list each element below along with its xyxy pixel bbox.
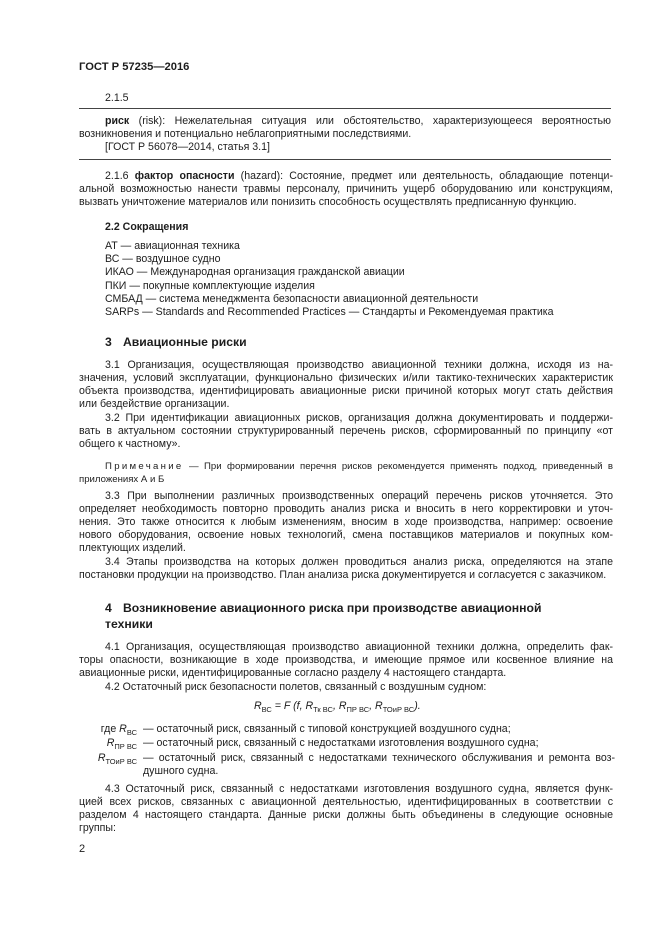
item-2-1-5-number: 2.1.5: [105, 92, 129, 104]
list-item: СМБАД — система менеджмента безопасности авиационной деятельности: [105, 292, 479, 305]
list-item: SARPs — Standards and Recommended Practices — Стандарты и Рекомендуемая практика: [105, 305, 554, 318]
note: Примечание — При формировании перечня рисков рекомендуется применять подход, приведенный в приложениях А и Б: [79, 461, 613, 485]
section-4-heading: 4 Возникновение авиационного риска при производстве авиационной техники: [105, 601, 542, 631]
paragraph-3-3: 3.3 При выполнении различных производственных операций перечень рисков уточняется. Это определяет необходимость повторно проводить анализ риска и вносить в него корректировки и уточ- нения. Это также относится к любым изменениям, вносим в ходе производства, например: освоение нового оборудования, освоение новых технологий, смена поставщиков материалов и покупных ком- плектующих изделий.: [79, 490, 613, 555]
note-label: Примечание: [105, 461, 184, 472]
risk-source: [ГОСТ Р 56078—2014, статья 3.1]: [105, 141, 270, 153]
list-item: АТ — авиационная техника: [105, 240, 240, 252]
list-item: ПКИ — покупные комплектующие изделия: [105, 279, 315, 292]
paragraph-3-2: 3.2 При идентификации авиационных рисков, организация должна документировать и поддержи- вать в актуальном состоянии структурированный перечень рисков, сформированный по принципу «от общего к частному».: [79, 412, 613, 451]
abbreviations-heading: 2.2 Сокращения: [105, 221, 189, 233]
paragraph-4-3: 4.3 Остаточный риск, связанный с недостатками изготовления воздушного судна, является функ- цией всех рисков, связанных с авиационной деятельностью, идентифицированных в соответствии с разделом 4 настоящего стандарта. Данные риски должны быть объединены в следующие основные группы:: [79, 783, 613, 835]
paragraph-3-1: 3.1 Организация, осуществляющая производство авиационной техники должна, исходя из на- значения, условий эксплуатации, функционально физических и/или тактико-технических характеристик объекта производства, идентифицировать авиационные риски причиной которых могут стать действия или бездействие организации.: [79, 359, 613, 411]
risk-formula: $R_{ВС} = F$ (f, $R_{Тк ВС}$, $R_{ПР ВС}$, $R_{ТОиР ВС}$).: [254, 700, 421, 715]
risk-line-2: возникновения и потенциально неблагоприятными последствиями.: [79, 128, 412, 140]
paragraph-3-4: 3.4 Этапы производства на которых должен проводиться анализ риска, определяются на этапе постановки продукции на производство. План анализа риска документируется и согласуется с заказчиком.: [79, 556, 613, 582]
item-2-1-6: 2.1.6 фактор опасности (hazard): Состояние, предмет или деятельность, обладающие потенци- альной возможностью нанести травмы персоналу, причинить ущерб оборудованию или конструкциям, вызвать уничтожение материалов или понизить способность осуществлять предписанную функцию.: [79, 170, 613, 209]
section-3-heading: 3 Авиационные риски: [105, 335, 247, 349]
definition-box-risk: [79, 108, 611, 160]
document-header: ГОСТ Р 57235—2016: [79, 61, 190, 73]
paragraph-4-2: 4.2 Остаточный риск безопасности полетов, связанный с воздушным судном:: [105, 681, 487, 693]
formula-legend: [60, 723, 615, 779]
page-number: 2: [79, 843, 86, 855]
paragraph-4-1: 4.1 Организация, осуществляющая производство авиационной техники должна, определить фак- торы опасности, возникающие в ходе производства, и имеющие прямое или косвенное влияние на авиационные риски, идентифицированные согласно разделу 4 настоящего стандарта.: [79, 641, 613, 680]
risk-term: риск: [105, 115, 130, 127]
legend-row: $R_{ТОиР ВС}$ — остаточный риск, связанный с недостатками технического обслуживания и ремонта воз- душного судна.: [97, 751, 615, 777]
legend-row: $R_{ПР ВС}$ — остаточный риск, связанный с недостатками изготовления воздушного судна;: [106, 737, 539, 752]
list-item: ИКАО — Международная организация гражданской авиации: [105, 266, 405, 279]
list-item: ВС — воздушное судно: [105, 253, 221, 266]
abbreviations-list: [105, 240, 554, 319]
legend-row: где $R_{ВС}$ — остаточный риск, связанный с типовой конструкцией воздушного судна;: [100, 723, 511, 738]
hazard-term: фактор опасности: [134, 170, 235, 182]
risk-line-1: риск (risk): Нежелательная ситуация или обстоятельство, характеризующееся вероятностью: [105, 115, 611, 127]
